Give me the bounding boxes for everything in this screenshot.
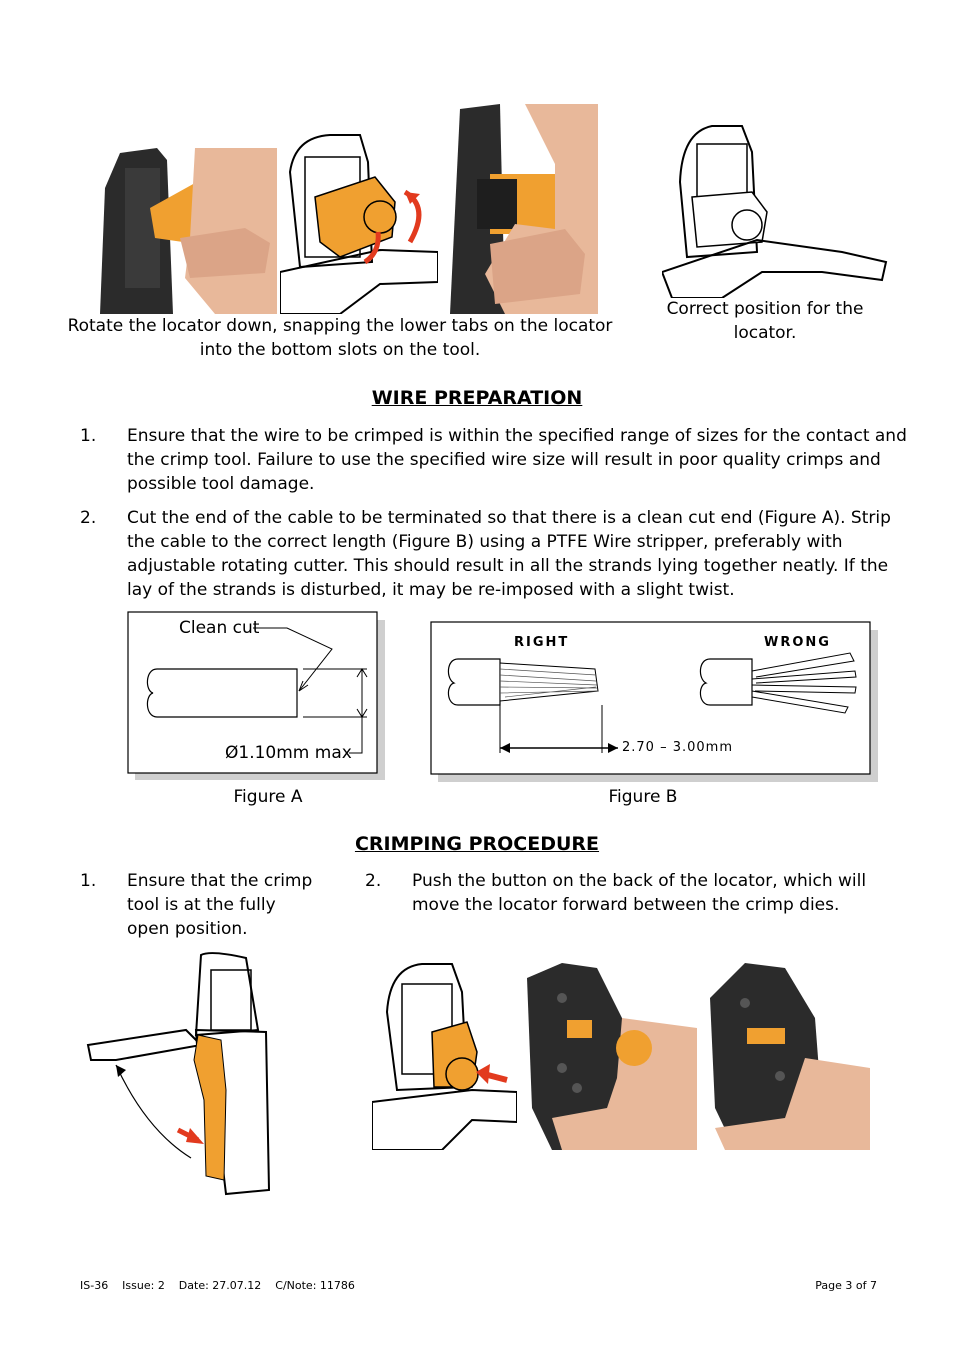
crimp-step1-line: open position. (127, 919, 248, 939)
figure-a-diameter-label: Ø1.10mm max (225, 743, 352, 763)
wire-prep-item2-text (127, 506, 917, 602)
footer-page-number: Page 3 of 7 (815, 1279, 877, 1292)
heading-wire-preparation: WIRE PREPARATION (371, 387, 583, 409)
crimp-step1-number: 1. (80, 871, 97, 891)
wire-prep-item1-line: Ensure that the wire to be crimped is within the specified range of sizes for the contact and (127, 426, 907, 446)
photo-locator-forward-2 (705, 958, 870, 1150)
drawing-push-button (372, 962, 517, 1150)
figure-a (127, 611, 387, 783)
figure-b-right-label: RIGHT (514, 635, 570, 650)
crimp-step2-line: move the locator forward between the crimp dies. (412, 895, 840, 915)
photo-rotate-locator-1 (95, 148, 277, 314)
wire-prep-item1-line: possible tool damage. (127, 474, 315, 494)
drawing-rotate-locator (280, 132, 438, 314)
caption-correct-line1: Correct position for the (666, 299, 864, 319)
footer-doc-ref: IS-36 Issue: 2 Date: 27.07.12 C/Note: 11786 (80, 1279, 355, 1292)
wire-prep-item2-line: Cut the end of the cable to be terminated so that there is a clean cut end (Figure A). Strip (127, 508, 891, 528)
wire-prep-item1-text (127, 424, 917, 496)
crimp-step1-line: tool is at the fully (127, 895, 276, 915)
heading-crimping-procedure: CRIMPING PROCEDURE (354, 833, 600, 855)
figure-b (430, 621, 880, 784)
drawing-tool-open-position (86, 950, 272, 1196)
wire-prep-item2-number: 2. (80, 508, 97, 528)
caption-rotate-line2: into the bottom slots on the tool. (199, 340, 481, 360)
wire-prep-item1-line: the crimp tool. Failure to use the specified wire size will result in poor quality crimps and (127, 450, 881, 470)
crimp-step2-text (412, 869, 912, 917)
wire-prep-item2-line: adjustable rotating cutter. This should result in all the strands lying together neatly. If the (127, 556, 889, 576)
wire-prep-item1-number: 1. (80, 426, 97, 446)
figure-a-clean-cut-label: Clean cut (179, 618, 260, 638)
figure-a-caption: Figure A (233, 787, 303, 807)
caption-rotate-locator (40, 314, 640, 362)
caption-rotate-line1: Rotate the locator down, snapping the lower tabs on the locator (67, 316, 613, 336)
drawing-correct-position (662, 122, 888, 298)
figure-b-caption: Figure B (608, 787, 678, 807)
crimp-step2-number: 2. (365, 871, 382, 891)
crimp-step1-line: Ensure that the crimp (127, 871, 313, 891)
wire-prep-item2-line: lay of the strands is disturbed, it may be re-imposed with a slight twist. (127, 580, 735, 600)
caption-correct-position (640, 297, 890, 345)
figure-b-length-label: 2.70 – 3.00mm (622, 740, 733, 755)
photo-locator-forward-1 (522, 958, 697, 1150)
figure-b-wrong-label: WRONG (764, 635, 831, 650)
wire-prep-item2-line: the cable to the correct length (Figure B) using a PTFE Wire stripper, preferably with (127, 532, 843, 552)
crimp-step2-line: Push the button on the back of the locator, which will (412, 871, 867, 891)
photo-rotate-locator-2 (445, 104, 598, 314)
caption-correct-line2: locator. (733, 323, 797, 343)
crimp-step1-text (127, 869, 357, 941)
